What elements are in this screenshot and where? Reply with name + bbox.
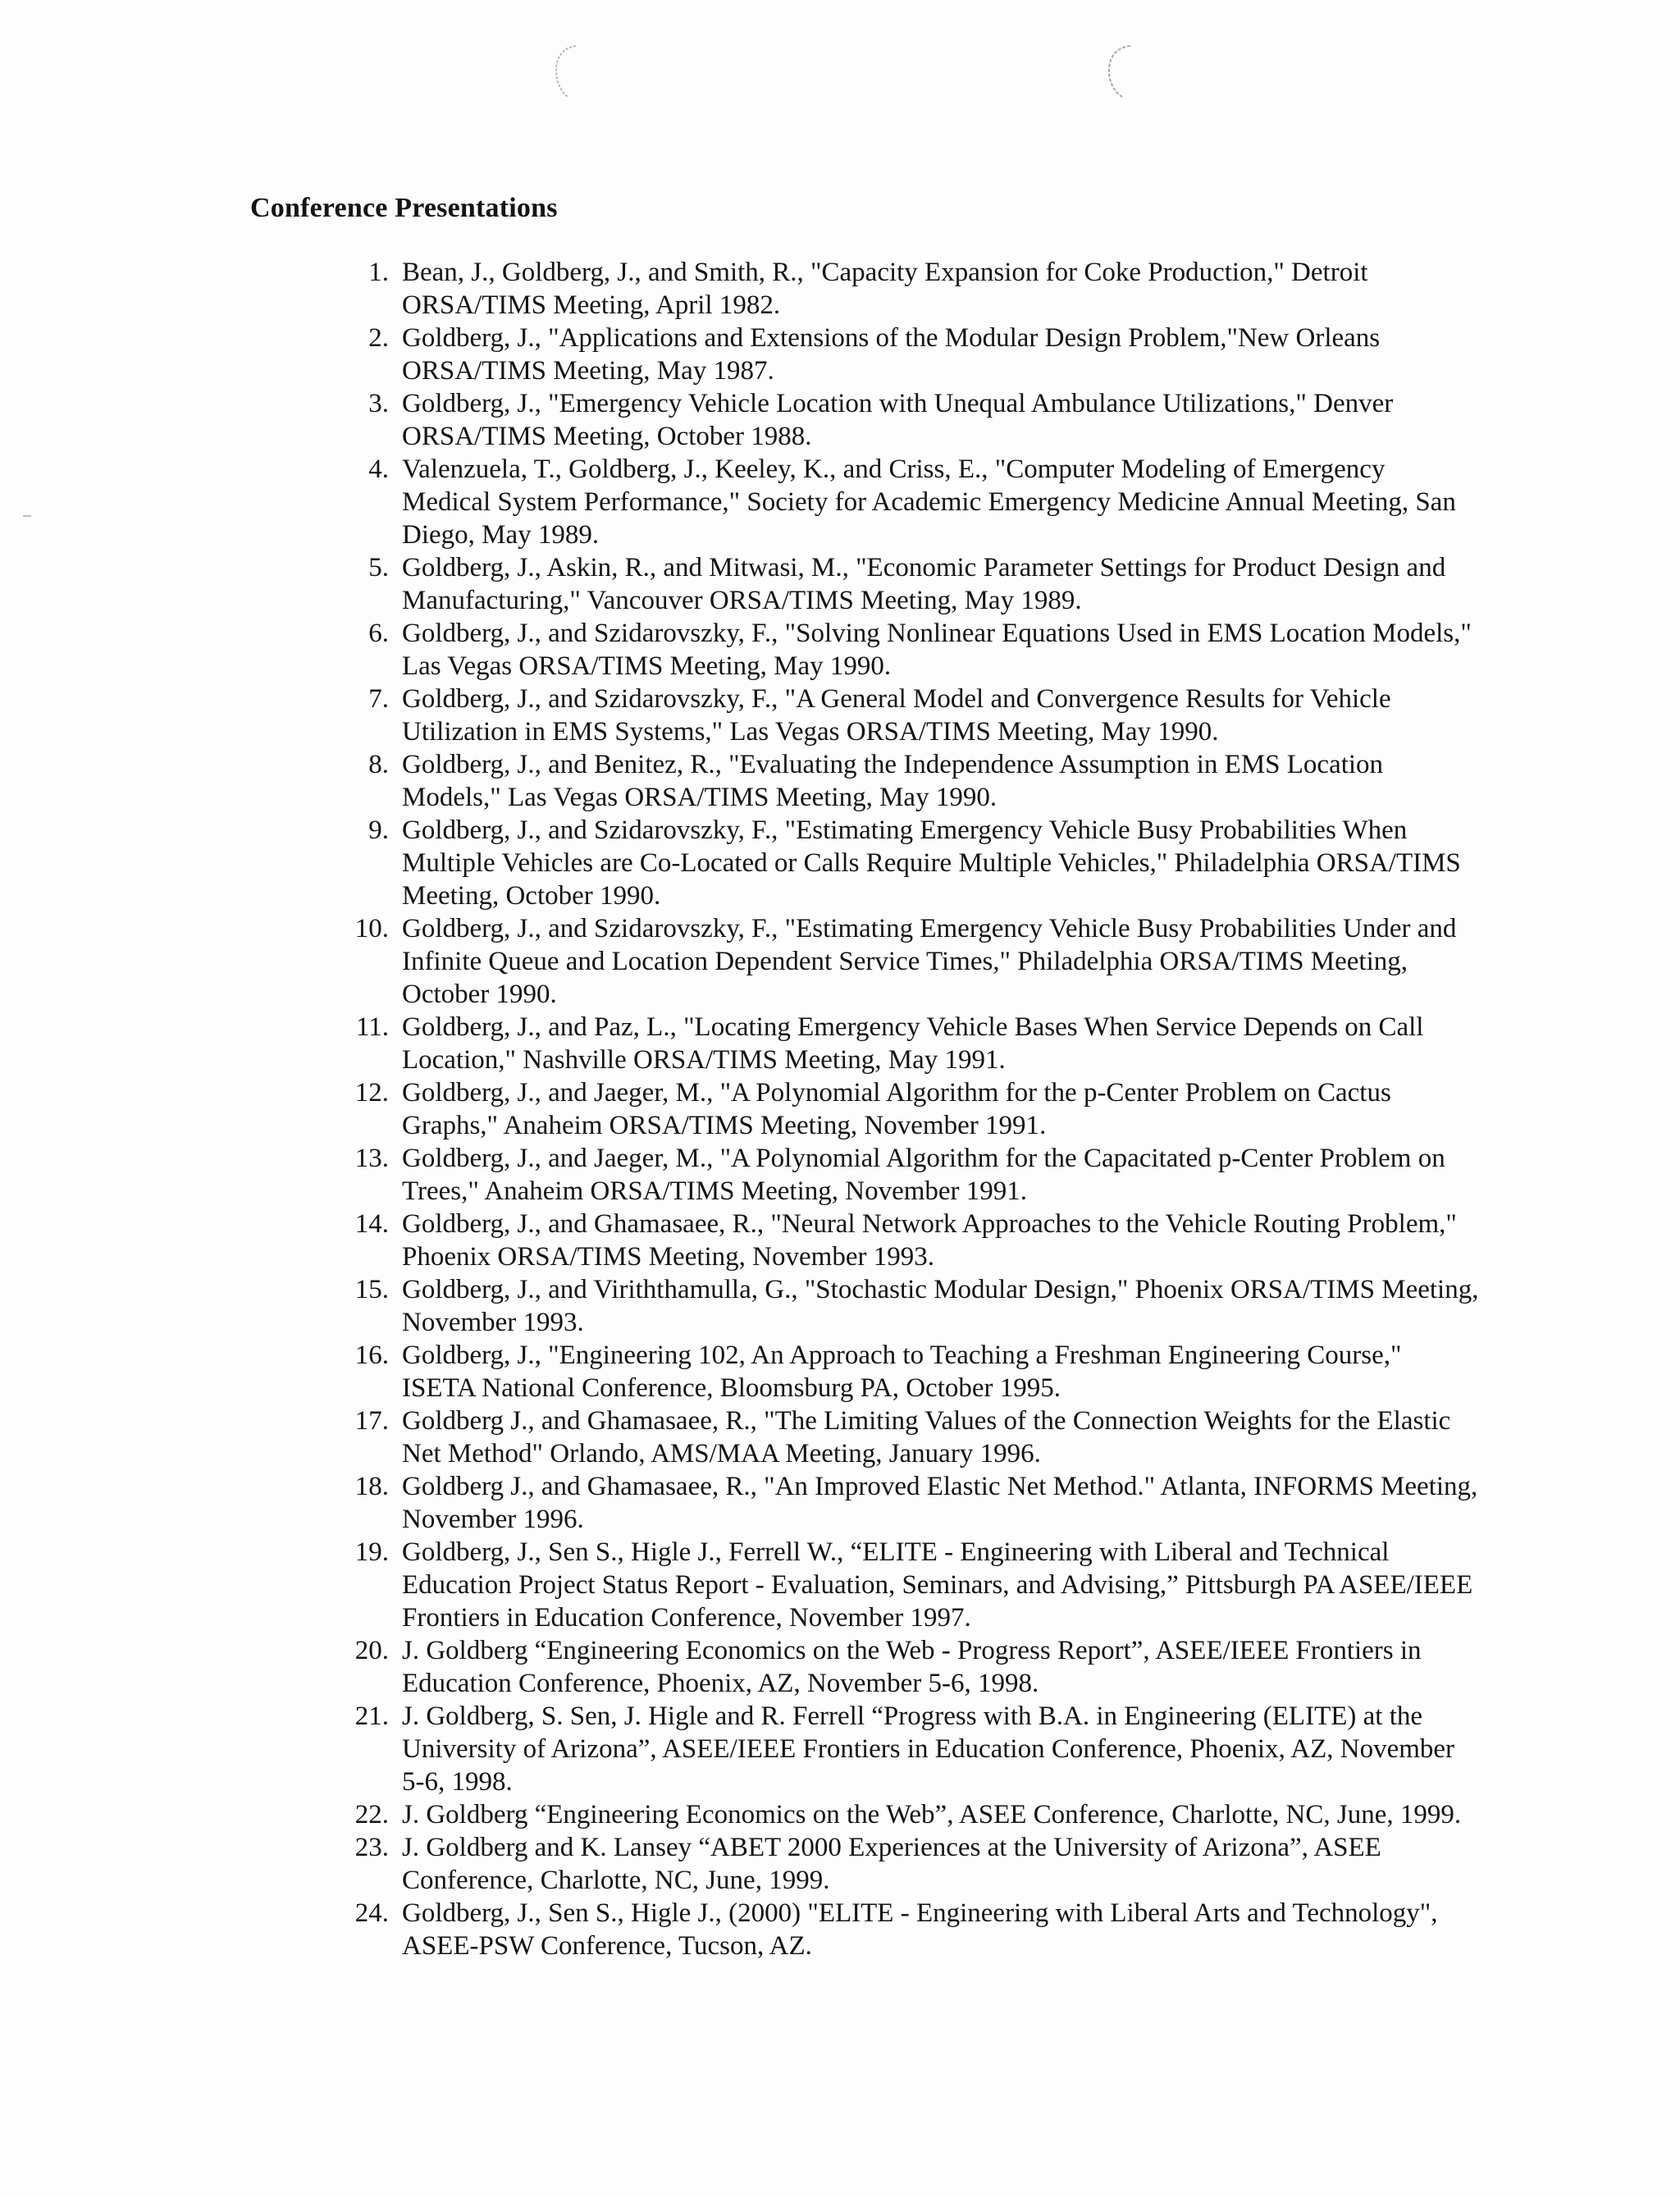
presentation-item [348, 1076, 1480, 1142]
presentation-citation: Goldberg, J., "Applications and Extensions of the Modular Design Problem,"New Orleans ORSA/TIMS Meeting, May 1987. [402, 323, 1381, 386]
presentation-citation: Goldberg, J., and Szidarovszky, F., "Solving Nonlinear Equations Used in EMS Location Models," Las Vegas ORSA/TIMS Meeting, May 1990. [402, 619, 1472, 681]
presentation-item [348, 1634, 1480, 1700]
presentation-number: 3. [368, 389, 389, 418]
presentation-citation: Goldberg, J., and Viriththamulla, G., "Stochastic Modular Design," Phoenix ORSA/TIMS Meeting, November 1993. [402, 1275, 1479, 1337]
presentation-number: 16. [354, 1341, 389, 1370]
presentation-number: 7. [368, 684, 389, 714]
presentation-citation: J. Goldberg “Engineering Economics on the Web”, ASEE Conference, Charlotte, NC, June, 1999. [402, 1800, 1462, 1829]
presentation-citation: Goldberg, J., and Jaeger, M., "A Polynomial Algorithm for the Capacitated p-Center Problem on Trees," Anaheim ORSA/TIMS Meeting, November 1991. [402, 1144, 1445, 1206]
presentation-item [348, 748, 1480, 814]
presentation-item [348, 1011, 1480, 1076]
presentation-item [348, 1798, 1480, 1831]
presentation-item [348, 1405, 1480, 1470]
presentation-number: 1. [368, 258, 389, 287]
presentation-number: 23. [354, 1833, 389, 1862]
presentation-item [348, 1339, 1480, 1405]
presentation-citation: Goldberg, J., and Szidarovszky, F., "Estimating Emergency Vehicle Busy Probabilities Under and Infinite Queue and Location Dependent Service Times," Philadelphia ORSA/TIMS Meeting, October 1990. [402, 914, 1457, 1009]
presentation-citation: Goldberg, J., and Jaeger, M., "A Polynomial Algorithm for the p-Center Problem on Cactus Graphs," Anaheim ORSA/TIMS Meeting, November 1991. [402, 1078, 1391, 1140]
presentation-number: 9. [368, 815, 389, 845]
presentation-item [348, 1208, 1480, 1273]
presentation-item [348, 551, 1480, 617]
punch-hole-mark-right [1102, 43, 1134, 100]
presentation-citation: Valenzuela, T., Goldberg, J., Keeley, K., and Criss, E., "Computer Modeling of Emergency Medical System Performance," Society for Academic Emergency Medicine Annual Meeting, San Diego, May 1989. [402, 454, 1456, 550]
presentation-item [348, 1831, 1480, 1897]
presentation-number: 18. [354, 1472, 389, 1501]
presentation-number: 5. [368, 553, 389, 582]
presentation-citation: J. Goldberg and K. Lansey “ABET 2000 Experiences at the University of Arizona”, ASEE Conference, Charlotte, NC, June, 1999. [402, 1833, 1381, 1895]
presentation-citation: Goldberg, J., and Szidarovszky, F., "A General Model and Convergence Results for Vehicle Utilization in EMS Systems," Las Vegas ORSA/TIMS Meeting, May 1990. [402, 684, 1391, 747]
presentation-number: 20. [354, 1636, 389, 1665]
presentation-number: 4. [368, 454, 389, 484]
presentation-citation: Goldberg, J., and Szidarovszky, F., "Estimating Emergency Vehicle Busy Probabilities When Multiple Vehicles are Co-Located or Calls Require Multiple Vehicles," Philadelphia ORSA/TIMS Meeting, October 1990. [402, 815, 1461, 911]
presentation-item [348, 1897, 1480, 1962]
presentation-number: 13. [354, 1144, 389, 1173]
presentation-citation: Goldberg, J., Askin, R., and Mitwasi, M., "Economic Parameter Settings for Product Design and Manufacturing," Vancouver ORSA/TIMS Meeting, May 1989. [402, 553, 1446, 615]
section-heading: Conference Presentations [250, 193, 558, 223]
presentation-citation: Bean, J., Goldberg, J., and Smith, R., "Capacity Expansion for Coke Production," Detroit ORSA/TIMS Meeting, April 1982. [402, 258, 1368, 320]
presentation-number: 12. [354, 1078, 389, 1108]
presentation-citation: Goldberg, J., Sen S., Higle J., Ferrell W., “ELITE - Engineering with Liberal and Technical Education Project Status Report - Evaluation, Seminars, and Advising,” Pittsburgh PA ASEE/IEEE Frontiers in Education Conference, November 1997. [402, 1537, 1473, 1633]
presentation-number: 21. [354, 1701, 389, 1731]
presentation-citation: Goldberg, J., and Benitez, R., "Evaluating the Independence Assumption in EMS Location Models," Las Vegas ORSA/TIMS Meeting, May 1990. [402, 750, 1384, 812]
presentation-citation: Goldberg J., and Ghamasaee, R., "The Limiting Values of the Connection Weights for the Elastic Net Method" Orlando, AMS/MAA Meeting, January 1996. [402, 1406, 1451, 1468]
punch-hole-mark-left [551, 43, 582, 100]
presentation-number: 2. [368, 323, 389, 353]
presentation-number: 24. [354, 1898, 389, 1928]
presentation-item [348, 387, 1480, 453]
presentation-number: 17. [354, 1406, 389, 1436]
presentation-item [348, 1142, 1480, 1208]
presentation-citation: Goldberg J., and Ghamasaee, R., "An Improved Elastic Net Method." Atlanta, INFORMS Meeting, November 1996. [402, 1472, 1478, 1534]
presentation-item [348, 814, 1480, 912]
presentation-citation: J. Goldberg “Engineering Economics on the Web - Progress Report”, ASEE/IEEE Frontiers in Education Conference, Phoenix, AZ, November 5-6, 1998. [402, 1636, 1422, 1698]
presentation-citation: J. Goldberg, S. Sen, J. Higle and R. Ferrell “Progress with B.A. in Engineering (ELITE) at the University of Arizona”, ASEE/IEEE Frontiers in Education Conference, Phoenix, AZ, November 5-6, 1998. [402, 1701, 1455, 1797]
presentation-item [348, 1273, 1480, 1339]
presentation-number: 6. [368, 619, 389, 648]
presentation-number: 11. [355, 1012, 389, 1042]
presentation-number: 14. [354, 1209, 389, 1239]
presentation-citation: Goldberg, J., and Paz, L., "Locating Emergency Vehicle Bases When Service Depends on Call Location," Nashville ORSA/TIMS Meeting, May 1991. [402, 1012, 1424, 1075]
presentation-number: 22. [354, 1800, 389, 1829]
presentation-number: 10. [354, 914, 389, 943]
presentation-number: 15. [354, 1275, 389, 1304]
scan-margin-mark [23, 515, 31, 517]
presentation-citation: Goldberg, J., "Engineering 102, An Approach to Teaching a Freshman Engineering Course," ISETA National Conference, Bloomsburg PA, October 1995. [402, 1341, 1402, 1403]
presentation-item [348, 1536, 1480, 1634]
presentation-item [348, 322, 1480, 387]
presentation-citation: Goldberg, J., Sen S., Higle J., (2000) "ELITE - Engineering with Liberal Arts and Technology", ASEE-PSW Conference, Tucson, AZ. [402, 1898, 1438, 1961]
presentation-list [348, 256, 1480, 1962]
presentation-item [348, 1700, 1480, 1798]
presentation-number: 19. [354, 1537, 389, 1567]
presentation-item [348, 683, 1480, 748]
presentation-citation: Goldberg, J., and Ghamasaee, R., "Neural Network Approaches to the Vehicle Routing Problem," Phoenix ORSA/TIMS Meeting, November 1993. [402, 1209, 1457, 1272]
presentation-item [348, 256, 1480, 322]
presentation-item [348, 1470, 1480, 1536]
presentation-item [348, 617, 1480, 683]
presentation-number: 8. [368, 750, 389, 779]
presentation-item [348, 453, 1480, 551]
presentation-citation: Goldberg, J., "Emergency Vehicle Location with Unequal Ambulance Utilizations," Denver ORSA/TIMS Meeting, October 1988. [402, 389, 1394, 451]
presentation-item [348, 912, 1480, 1011]
